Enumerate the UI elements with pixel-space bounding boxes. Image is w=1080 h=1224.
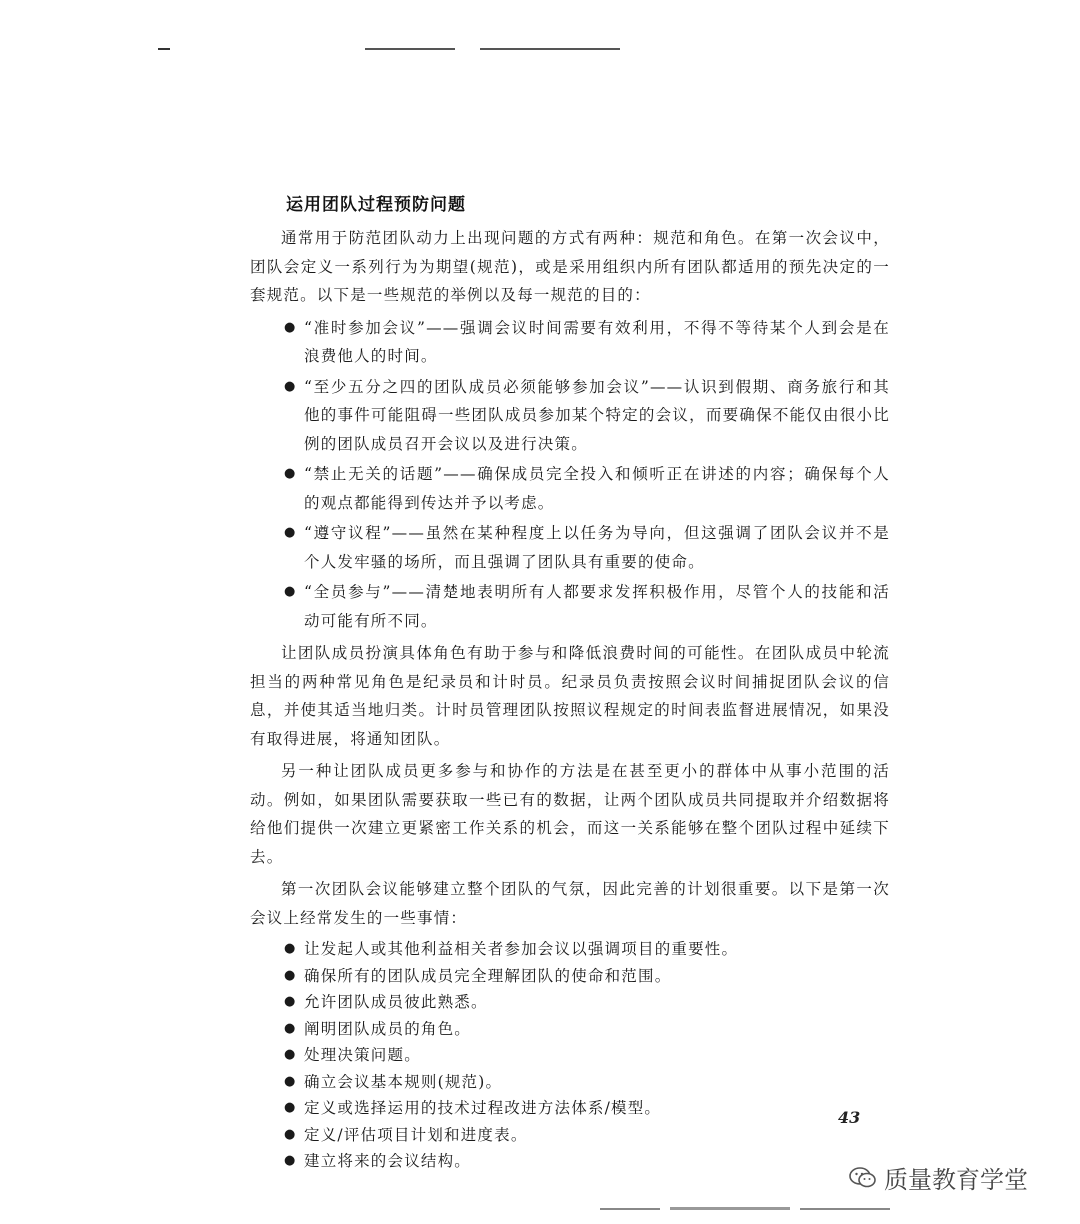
item-text: 允许团队成员彼此熟悉。 [304,993,488,1011]
bullet-icon: ● [284,378,297,394]
page-number: 43 [838,1108,861,1127]
item-text: 确立会议基本规则(规范)。 [304,1072,503,1091]
scan-artifact-top [480,48,620,50]
scan-artifact-bottom [600,1206,900,1212]
list-item [250,1095,890,1122]
bullet-icon: ● [284,525,297,540]
bullet-icon: ● [284,1153,297,1168]
bullet-icon: ● [284,941,297,956]
scan-artifact-top [365,48,455,50]
item-text: 确保所有的团队成员完全理解团队的使命和范围。 [304,966,672,985]
norm-text: “全员参与”——清楚地表明所有人都要求发挥积极作用，尽管个人的技能和活动可能有所不同。 [304,583,890,630]
first-meeting-paragraph: 第一次团队会议能够建立整个团队的气氛，因此完善的计划很重要。以下是第一次会议上经常发生的一些事情： [250,880,890,927]
scan-artifact-top [158,48,170,50]
item-text: 让发起人或其他利益相关者参加会议以强调项目的重要性。 [304,940,739,958]
bullet-icon: ● [284,466,297,481]
item-text: 处理决策问题。 [304,1046,421,1064]
bullet-icon: ● [284,1100,297,1115]
norm-text: “遵守议程”——虽然在某种程度上以任务为导向，但这强调了团队会议并不是个人发牢骚的场所，而且强调了团队具有重要的使命。 [304,524,890,571]
list-item [250,1122,890,1149]
list-item [250,936,890,963]
list-item [250,460,890,517]
list-item [250,963,890,990]
list-item [250,1016,890,1043]
item-text: 建立将来的会议结构。 [304,1152,472,1170]
bullet-icon: ● [284,319,297,335]
bullet-icon: ● [284,1073,297,1089]
list-item [250,1042,890,1069]
item-text: 定义或选择运用的技术过程改进方法体系/模型。 [304,1099,662,1117]
norms-list [250,314,890,636]
bullet-icon: ● [284,967,297,983]
watermark [848,1160,1028,1195]
roles-paragraph: 让团队成员扮演具体角色有助于参与和降低浪费时间的可能性。在团队成员中轮流担当的两种常见角色是纪录员和计时员。纪录员负责按照会议时间捕捉团队会议的信息，并使其适当地归类。计时员管理团队按照议程规定的时间表监督进展情况，如果没有取得进展，将通知团队。 [250,644,890,748]
bullet-icon: ● [284,1047,297,1062]
list-item [250,1148,890,1175]
list-item [250,578,890,635]
item-text: 定义/评估项目计划和进度表。 [304,1125,528,1144]
list-item [250,519,890,576]
bullet-icon: ● [284,1126,297,1142]
collaboration-paragraph: 另一种让团队成员更多参与和协作的方法是在甚至更小的群体中从事小范围的活动。例如，如果团队需要获取一些已有的数据，让两个团队成员共同提取并介绍数据将给他们提供一次建立更紧密工作关系的机会，而这一关系能够在整个团队过程中延续下去。 [250,762,890,866]
intro-paragraph: 通常用于防范团队动力上出现问题的方式有两种：规范和角色。在第一次会议中，团队会定义一系列行为为期望(规范)，或是采用组织内所有团队都适用的预先决定的一套规范。以下是一些规范的举例以及每一规范的目的： [250,229,890,304]
watermark-text: 质量教育学堂 [884,1166,1028,1194]
bullet-icon: ● [284,1020,297,1036]
bullet-icon: ● [284,994,297,1009]
item-text: 阐明团队成员的角色。 [304,1019,472,1038]
norm-text: “禁止无关的话题”——确保成员完全投入和倾听正在讲述的内容；确保每个人的观点都能得到传达并予以考虑。 [304,465,890,512]
list-item [250,1069,890,1096]
list-item [250,373,890,459]
norm-text: “至少五分之四的团队成员必须能够参加会议”——认识到假期、商务旅行和其他的事件可能阻碍一些团队成员参加某个特定的会议，而要确保不能仅由很小比例的团队成员召开会议以及进行决策。 [304,377,890,453]
list-item [250,989,890,1016]
list-item [250,314,890,371]
bullet-icon: ● [284,584,297,599]
first-meeting-list [250,936,890,1175]
wechat-logo-icon [848,1165,878,1191]
section-heading: 运用团队过程预防问题 [286,195,466,215]
norm-text: “准时参加会议”——强调会议时间需要有效利用，不得不等待某个人到会是在浪费他人的时间。 [304,318,890,365]
page-body [250,190,890,1179]
